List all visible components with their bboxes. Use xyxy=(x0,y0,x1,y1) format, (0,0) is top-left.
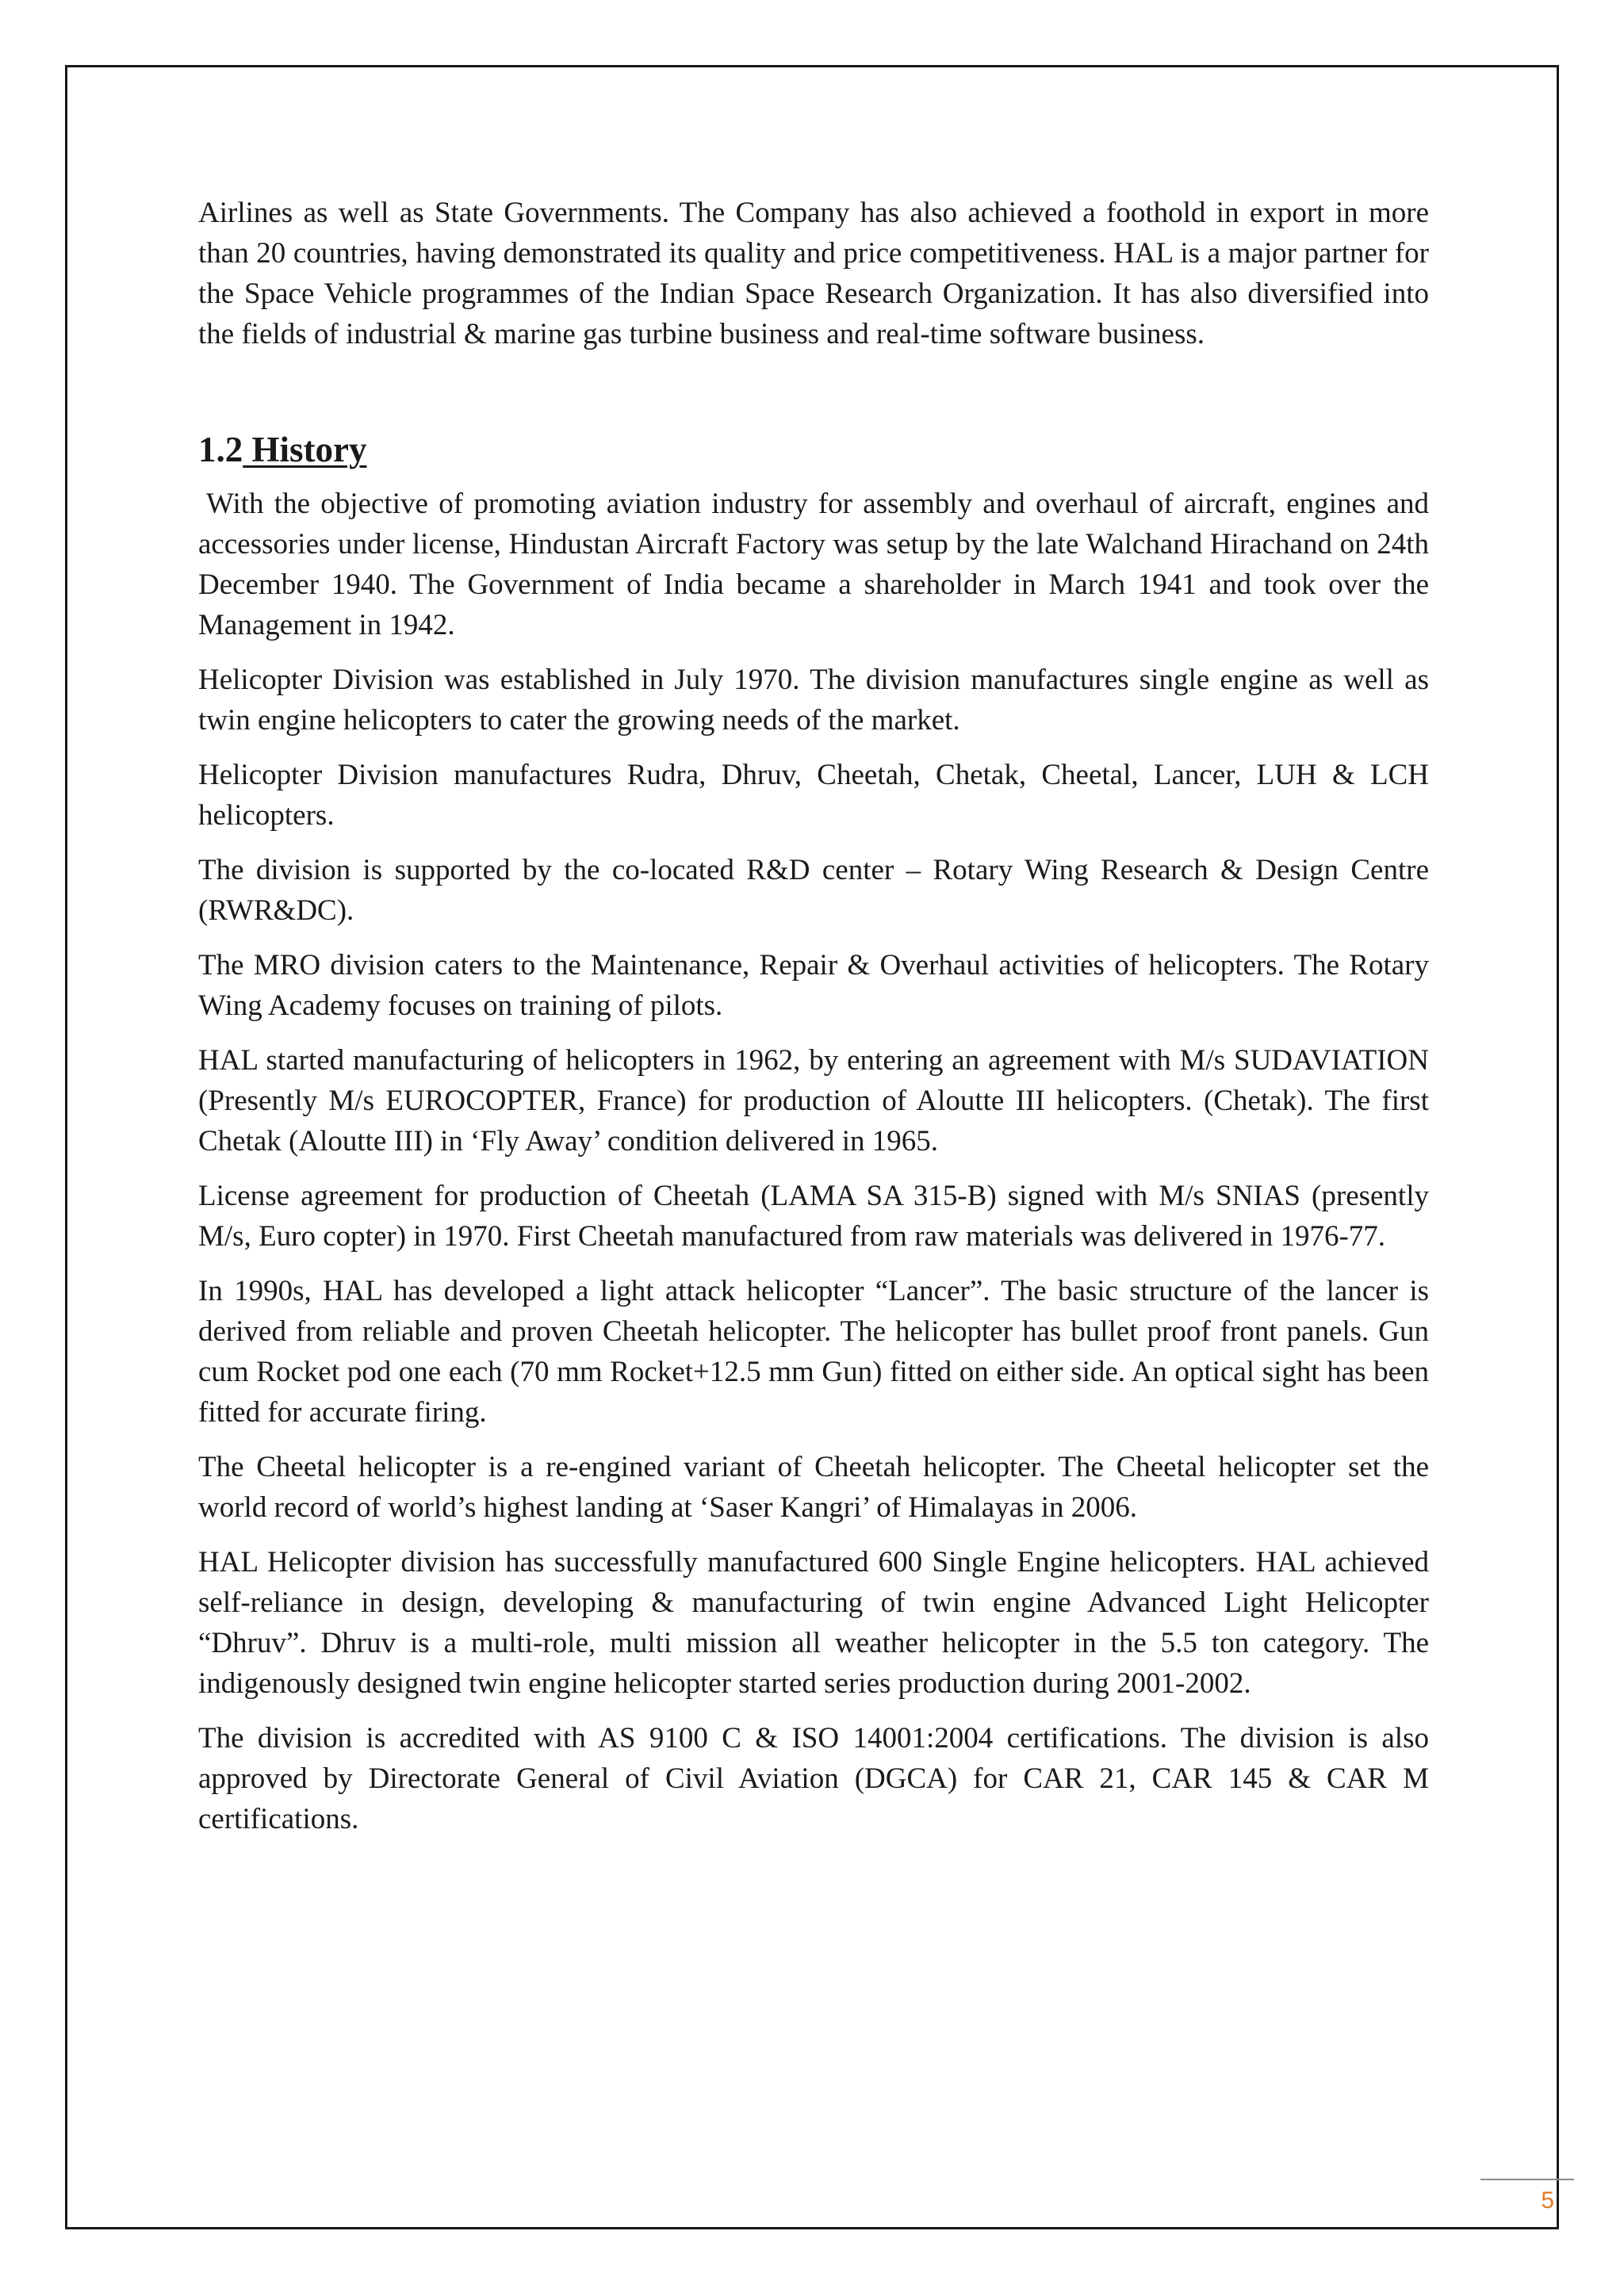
section-number: 1.2 xyxy=(198,430,243,469)
history-paragraph-9: The Cheetal helicopter is a re-engined variant of Cheetah helicopter. The Cheetal helicopter set the world record of world’s highest landing at ‘Saser Kangri’ of Himalayas in 2006. xyxy=(198,1451,1429,1524)
section-title: History xyxy=(243,430,367,469)
page-number: 5 xyxy=(1541,2187,1554,2214)
page-number-rule xyxy=(1480,2179,1574,2180)
history-paragraph-4: The division is supported by the co-located R&D center – Rotary Wing Research & Design Centre (RWR&DC). xyxy=(198,854,1429,927)
history-paragraph-7: License agreement for production of Cheetah (LAMA SA 315-B) signed with M/s SNIAS (presently M/s, Euro copter) in 1970. First Cheetah manufactured from raw materials was delivered in 1976-77. xyxy=(198,1180,1429,1253)
history-paragraph-5: The MRO division caters to the Maintenance, Repair & Overhaul activities of helicopters. The Rotary Wing Academy focuses on training of pilots. xyxy=(198,949,1429,1022)
history-paragraph-8: In 1990s, HAL has developed a light attack helicopter “Lancer”. The basic structure of the lancer is derived from reliable and proven Cheetah helicopter. The helicopter has bullet proof front panels. Gun cum Rocket pod one each (70 mm Rocket+12.5 mm Gun) fitted on either side. An optical sight has been fitted for accurate firing. xyxy=(198,1275,1429,1429)
history-paragraph-6: HAL started manufacturing of helicopters in 1962, by entering an agreement with M/s SUDAVIATION (Presently M/s EUROCOPTER, France) for production of Aloutte III helicopters. (Chetak). The first Chetak (Aloutte III) in ‘Fly Away’ condition delivered in 1965. xyxy=(198,1044,1429,1158)
section-heading xyxy=(198,427,1429,472)
intro-paragraph: Airlines as well as State Governments. The Company has also achieved a foothold in export in more than 20 countries, having demonstrated its quality and price competitiveness. HAL is a major partner for the Space Vehicle programmes of the Indian Space Research Organization. It has also diversified into the fields of industrial & marine gas turbine business and real-time software business. xyxy=(198,197,1429,350)
history-paragraph-11: The division is accredited with AS 9100 C & ISO 14001:2004 certifications. The division is also approved by Directorate General of Civil Aviation (DGCA) for CAR 21, CAR 145 & CAR M certifications. xyxy=(198,1722,1429,1835)
history-paragraph-1: With the objective of promoting aviation industry for assembly and overhaul of aircraft, engines and accessories under license, Hindustan Aircraft Factory was setup by the late Walchand Hirachand on 24th December 1940. The Government of India became a shareholder in March 1941 and took over the Management in 1942. xyxy=(198,488,1429,641)
history-paragraph-10: HAL Helicopter division has successfully manufactured 600 Single Engine helicopters. HAL achieved self-reliance in design, developing & manufacturing of twin engine Advanced Light Helicopter “Dhruv”. Dhruv is a multi-role, multi mission all weather helicopter in the 5.5 ton category. The indigenously designed twin engine helicopter started series production during 2001-2002. xyxy=(198,1546,1429,1700)
history-paragraph-3: Helicopter Division manufactures Rudra, Dhruv, Cheetah, Chetak, Cheetal, Lancer, LUH & LCH helicopters. xyxy=(198,759,1429,832)
history-paragraph-2: Helicopter Division was established in July 1970. The division manufactures single engine as well as twin engine helicopters to cater the growing needs of the market. xyxy=(198,664,1429,737)
document-body xyxy=(198,193,1429,1854)
